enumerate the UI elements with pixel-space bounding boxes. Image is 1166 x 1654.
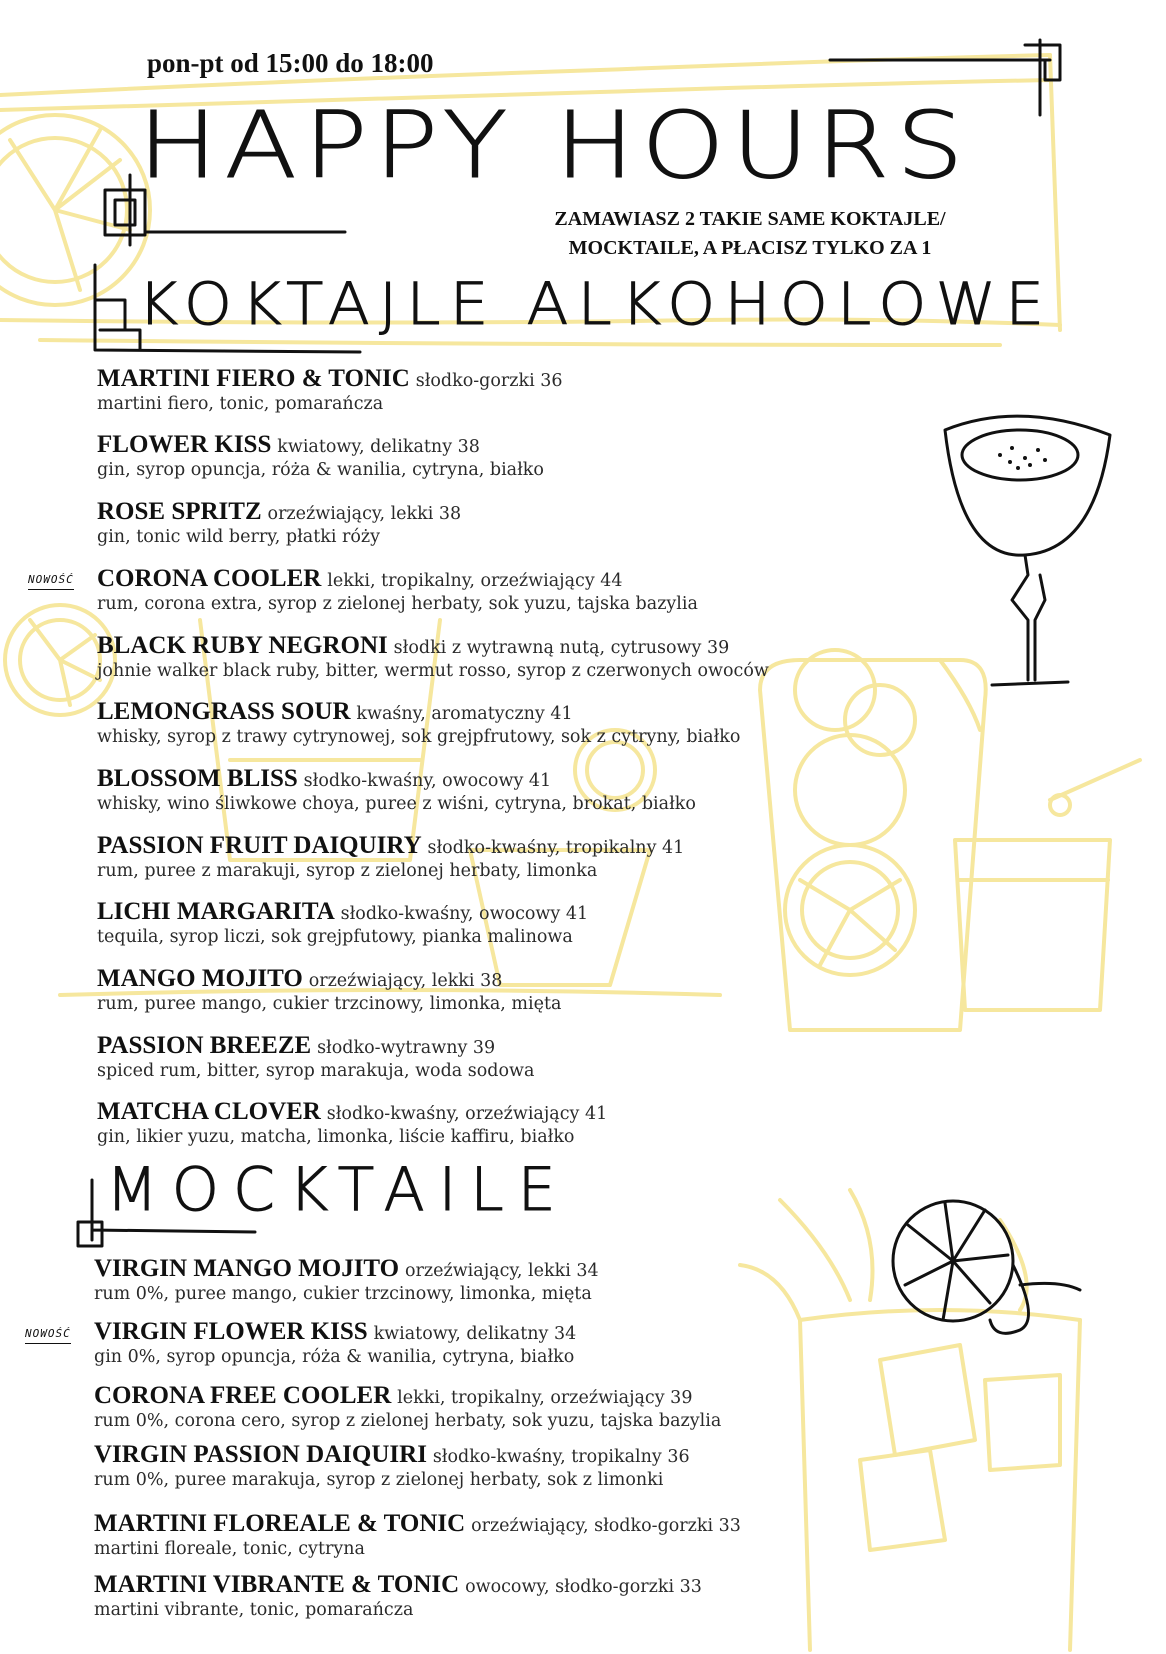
drink-ingredients: whisky, syrop z trawy cytrynowej, sok grejpfrutowy, sok z cytryny, białko [97, 727, 741, 747]
section-title-mocktails: MOCKTAILE [106, 1155, 570, 1225]
drink-name: CORONA COOLER [97, 565, 322, 592]
menu-item [94, 1573, 702, 1621]
drink-ingredients: johnie walker black ruby, bitter, wermut rosso, syrop z czerwonych owoców [97, 661, 769, 681]
drink-ingredients: gin, syrop opuncja, róża & wanilia, cytryna, białko [97, 460, 544, 480]
drink-ingredients: rum 0%, puree marakuja, syrop z zielonej herbaty, sok z limonki [94, 1470, 664, 1490]
menu-item [97, 367, 563, 415]
drink-description-price: słodko-kwaśny, tropikalny 41 [427, 838, 685, 858]
drink-description-price: orzeźwiający, słodko-gorzki 33 [471, 1516, 741, 1536]
drink-name: FLOWER KISS [97, 431, 272, 458]
drink-ingredients: rum 0%, puree mango, cukier trzcinowy, limonka, mięta [94, 1284, 592, 1304]
drink-ingredients: gin, tonic wild berry, płatki róży [97, 527, 381, 547]
drink-description-price: słodko-wytrawny 39 [317, 1038, 496, 1058]
section-title-alcoholic: KOKTAJLE ALKOHOLOWE [138, 270, 1054, 338]
menu-item [94, 1443, 690, 1491]
drink-ingredients: gin, likier yuzu, matcha, limonka, liście kaffiru, białko [97, 1127, 575, 1147]
drink-description-price: słodki z wytrawną nutą, cytrusowy 39 [393, 638, 730, 658]
menu-item [94, 1384, 721, 1432]
drink-description-price: orzeźwiający, lekki 38 [267, 504, 462, 524]
drink-name: PASSION FRUIT DAIQUIRY [97, 832, 422, 859]
drink-description-price: kwiatowy, delikatny 38 [277, 437, 480, 457]
drink-description-price: orzeźwiający, lekki 34 [405, 1261, 599, 1281]
new-badge: NOWOŚĆ [25, 1327, 71, 1340]
drink-ingredients: rum, corona extra, syrop z zielonej herbaty, sok yuzu, tajska bazylia [97, 594, 698, 614]
happy-hours-schedule: pon-pt od 15:00 do 18:00 [147, 48, 434, 78]
menu-item [97, 634, 769, 682]
drink-name: MARTINI FLOREALE & TONIC [94, 1510, 466, 1537]
drink-description-price: słodko-kwaśny, owocowy 41 [303, 771, 552, 791]
menu-item [97, 1100, 607, 1148]
drink-name: MANGO MOJITO [97, 965, 303, 992]
drink-description-price: słodko-kwaśny, orzeźwiający 41 [326, 1104, 608, 1124]
drink-ingredients: tequila, syrop liczi, sok grejpfutowy, pianka malinowa [97, 927, 573, 947]
drink-name: MARTINI VIBRANTE & TONIC [94, 1571, 460, 1598]
drink-description-price: lekki, tropikalny, orzeźwiający 39 [397, 1388, 693, 1408]
drink-description-price: orzeźwiający, lekki 38 [308, 971, 503, 991]
drink-name: PASSION BREEZE [97, 1032, 312, 1059]
drink-name: CORONA FREE COOLER [94, 1382, 392, 1409]
drink-name: LEMONGRASS SOUR [97, 698, 351, 725]
drink-name: VIRGIN MANGO MOJITO [94, 1255, 400, 1282]
drink-description-price: kwaśny, aromatyczny 41 [356, 704, 573, 724]
drink-description-price: lekki, tropikalny, orzeźwiający 44 [327, 571, 623, 591]
drink-name: LICHI MARGARITA [97, 898, 335, 925]
drink-description-price: słodko-kwaśny, tropikalny 36 [432, 1447, 690, 1467]
drink-ingredients: spiced rum, bitter, syrop marakuja, woda sodowa [97, 1061, 535, 1081]
drink-ingredients: rum 0%, corona cero, syrop z zielonej herbaty, sok yuzu, tajska bazylia [94, 1411, 722, 1431]
drink-name: MATCHA CLOVER [97, 1098, 321, 1125]
menu-item [97, 433, 544, 481]
drink-description-price: owocowy, słodko-gorzki 33 [465, 1577, 702, 1597]
new-badge: NOWOŚĆ [28, 573, 74, 586]
menu-item [97, 967, 561, 1015]
drink-name: BLOSSOM BLISS [97, 765, 298, 792]
page-title: HAPPY HOURS [138, 92, 971, 199]
drink-description-price: słodko-gorzki 36 [415, 371, 563, 391]
drink-name: MARTINI FIERO & TONIC [97, 365, 410, 392]
menu-item [97, 834, 684, 882]
drink-ingredients: rum, puree mango, cukier trzcinowy, limonka, mięta [97, 994, 562, 1014]
drink-name: VIRGIN FLOWER KISS [94, 1318, 368, 1345]
drink-name: ROSE SPRITZ [97, 498, 262, 525]
drink-ingredients: gin 0%, syrop opuncja, róża & wanilia, cytryna, białko [94, 1347, 575, 1367]
promo-text: ZAMAWIASZ 2 TAKIE SAME KOKTAJLE/ MOCKTAILE, A PŁACISZ TYLKO ZA 1 [554, 208, 946, 259]
menu-item [97, 567, 698, 615]
menu-item [97, 700, 740, 748]
menu-item [94, 1512, 741, 1560]
drink-ingredients: rum, puree z marakuji, syrop z zielonej herbaty, limonka [97, 861, 598, 881]
drink-name: BLACK RUBY NEGRONI [97, 632, 388, 659]
menu-item [97, 767, 696, 815]
drink-description-price: kwiatowy, delikatny 34 [373, 1324, 577, 1344]
menu-item [94, 1257, 599, 1305]
drink-description-price: słodko-kwaśny, owocowy 41 [340, 904, 589, 924]
menu-item [94, 1320, 576, 1368]
drink-ingredients: martini vibrante, tonic, pomarańcza [94, 1600, 414, 1620]
drink-name: VIRGIN PASSION DAIQUIRI [94, 1441, 427, 1468]
drink-ingredients: whisky, wino śliwkowe choya, puree z wiśni, cytryna, brokat, białko [97, 794, 696, 814]
drink-ingredients: martini floreale, tonic, cytryna [94, 1539, 365, 1559]
menu-item [97, 500, 461, 548]
menu-item [97, 1034, 534, 1082]
menu-item [97, 900, 588, 948]
drink-ingredients: martini fiero, tonic, pomarańcza [97, 394, 384, 414]
